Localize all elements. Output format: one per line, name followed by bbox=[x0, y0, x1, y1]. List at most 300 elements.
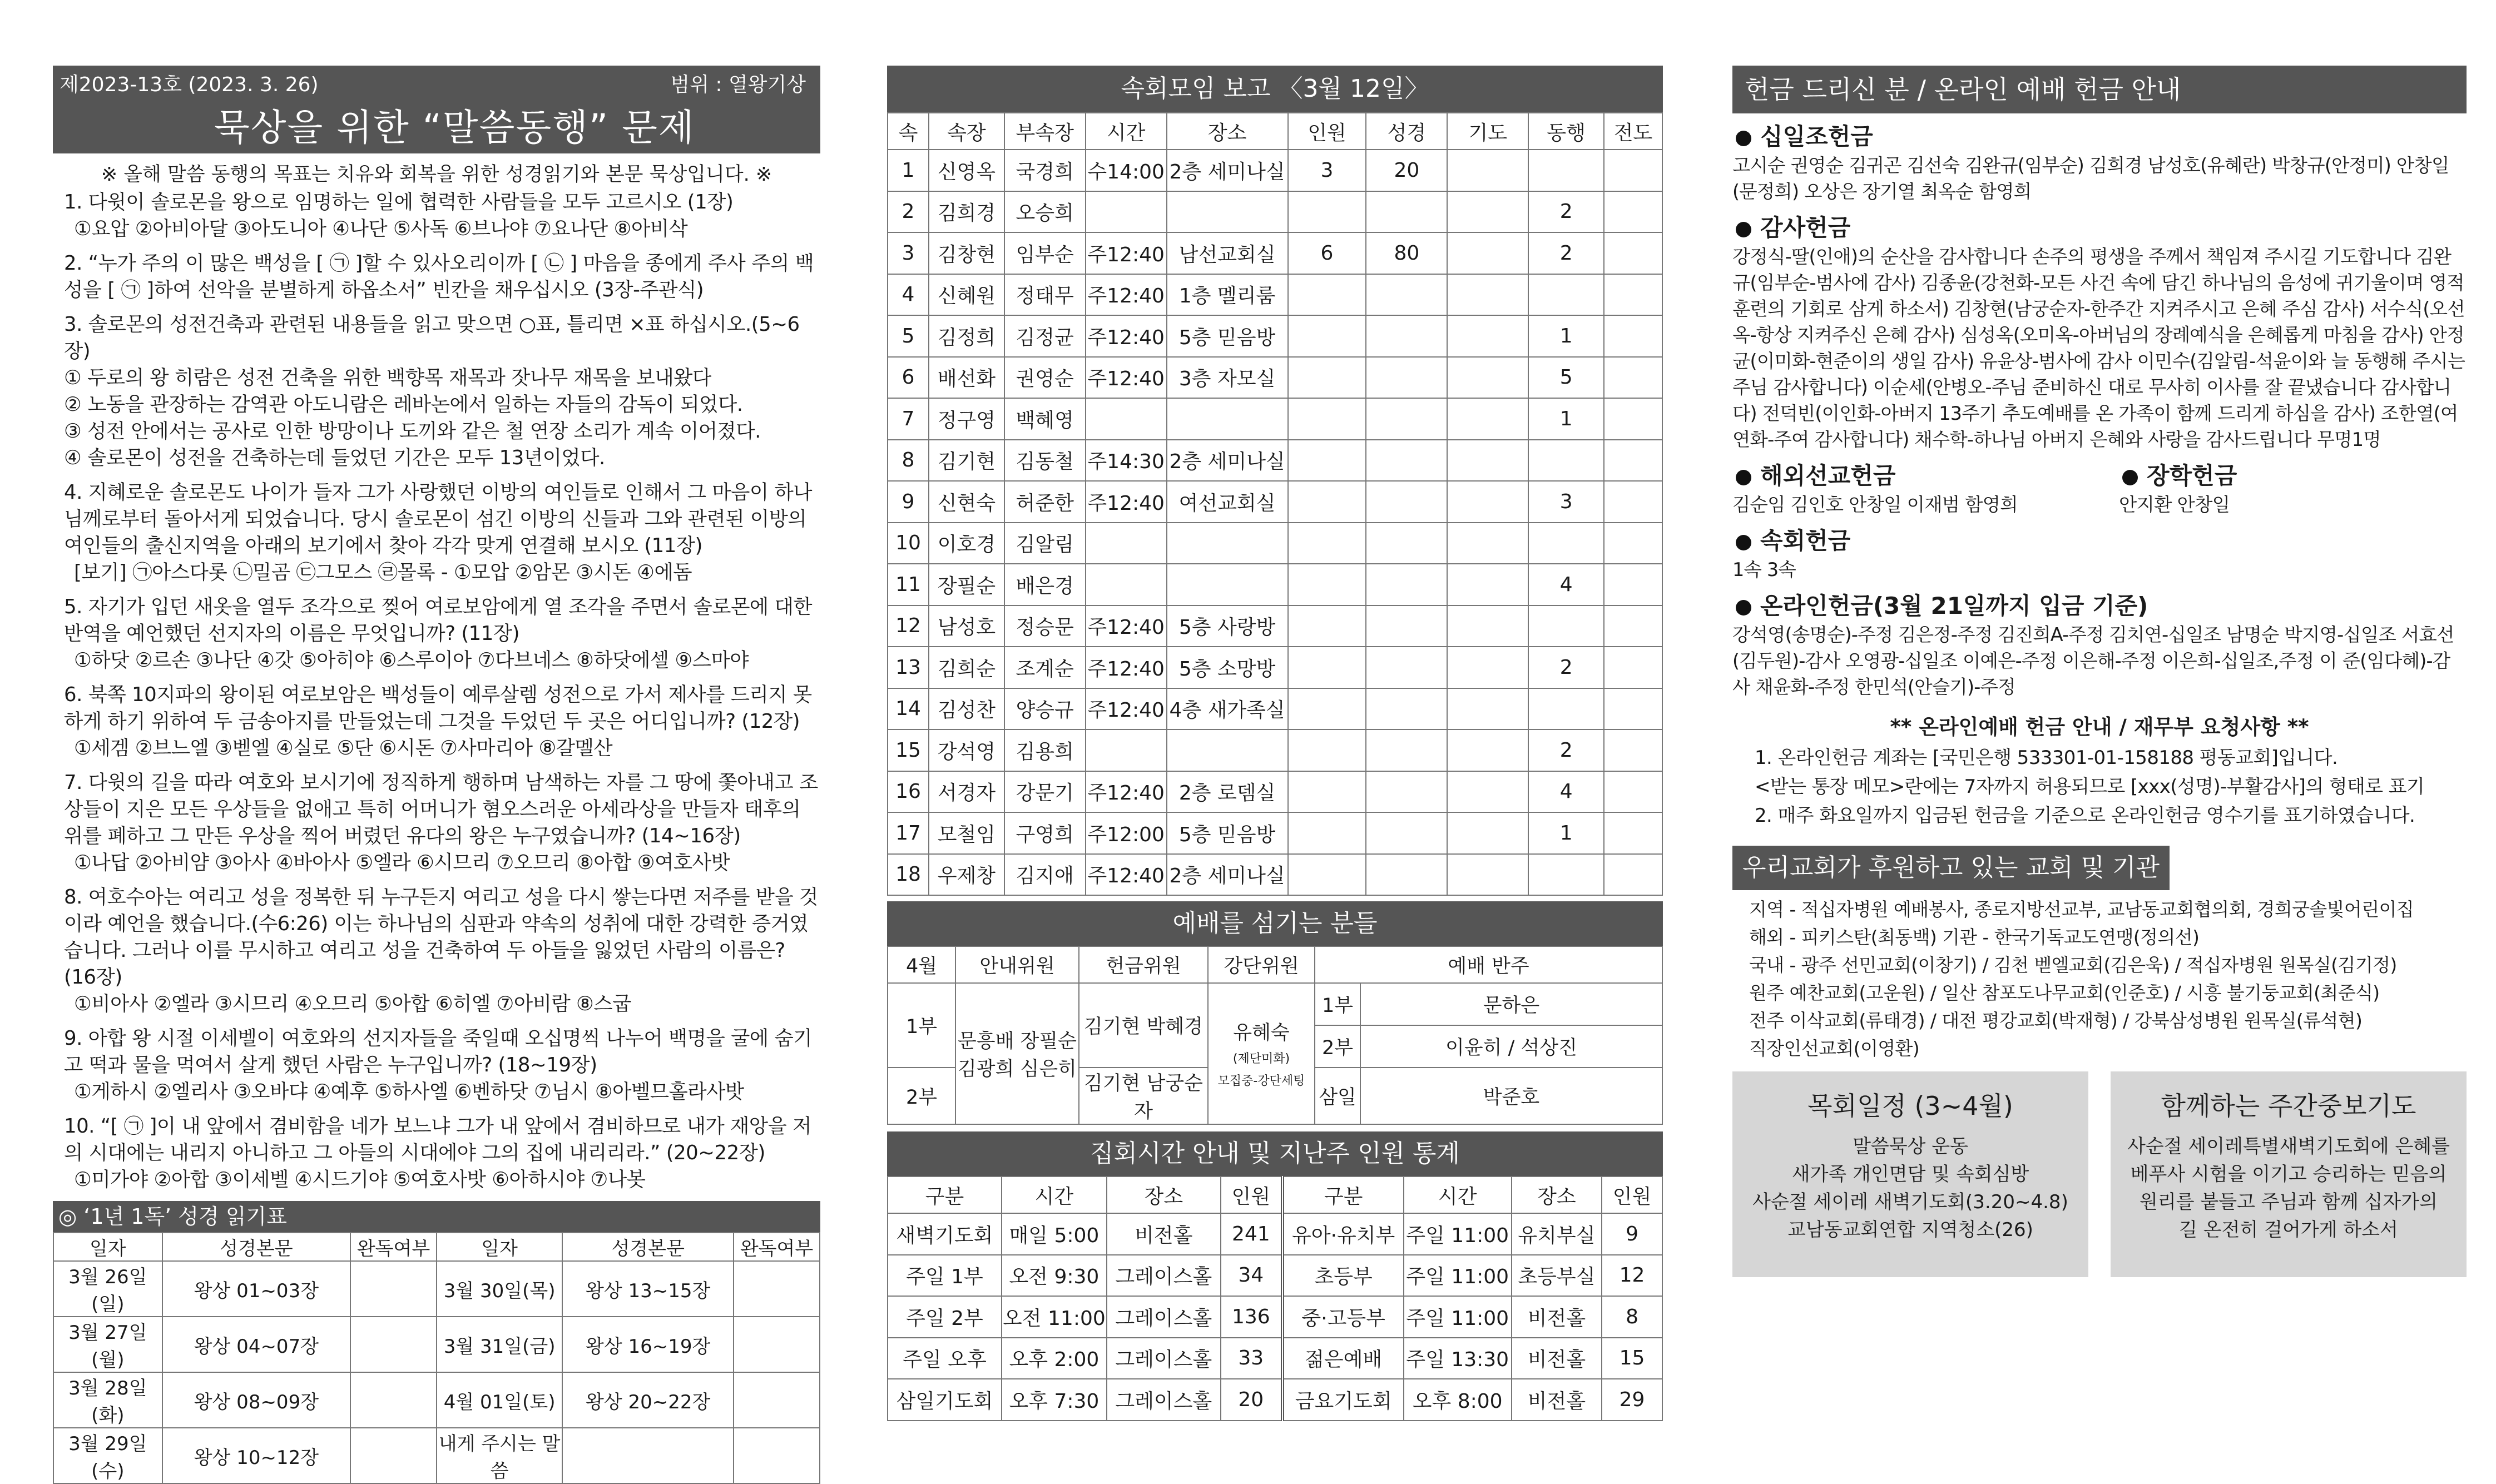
table-row bbox=[888, 1379, 1662, 1421]
question-text: 4. 지혜로운 솔로몬도 나이가 들자 그가 사랑했던 이방의 여인들로 인해서 그 마음이 하나님께로부터 돌아서게 되었습니다. 당시 솔로몬이 섬긴 이방의 신들과 그와 관련된 이방의 여인들의 출신지역을 아래의 보기에서 찾아 각각 맞게 연결해 보시오 (11장) bbox=[64, 481, 813, 557]
online-names: 강석영(송명순)-주정 김은정-주정 김진희A-주정 김치연-십일조 남명순 박지영-십일조 서효선(김두원)-감사 오영광-십일조 이예은-주정 이은해-주정 이은희-십일조,주정 이 준(임다혜)-감사 채윤화-주정 한민석(안슬기)-주정 bbox=[1732, 624, 2454, 698]
table-cell bbox=[1447, 481, 1528, 523]
table-cell bbox=[1086, 523, 1167, 564]
online-notice: 1. 온라인헌금 계좌는 [국민은행 533301-01-158188 평동교회]입니다. <받는 통장 메모>란에는 7자까지 허용되므로 [xxx(성명)-부활감사]의 형태로 표기 2. 매주 화요일까지 입금된 헌금을 기준으로 온라인헌금 영수기를 표기하였습니다. bbox=[1755, 747, 2425, 827]
table-row bbox=[888, 854, 1662, 896]
table-cell bbox=[1086, 729, 1167, 771]
table-cell: 2 bbox=[1528, 647, 1604, 688]
table-cell: 권영순 bbox=[1004, 357, 1086, 399]
table-cell bbox=[1447, 647, 1528, 688]
scholar-heading: 장학헌금 bbox=[2147, 462, 2237, 489]
servers-offering-header: 헌금위원 bbox=[1079, 946, 1208, 983]
servers-usher-1: 문흥배 장필순 김광희 심은히 bbox=[955, 983, 1079, 1124]
offering-column bbox=[1732, 0, 2467, 1277]
table-cell bbox=[1447, 812, 1528, 854]
table-row bbox=[888, 315, 1662, 357]
tithe-heading: 십일조헌금 bbox=[1760, 123, 1873, 150]
table-cell bbox=[1604, 191, 1662, 233]
table-row bbox=[888, 605, 1662, 647]
table-cell bbox=[1528, 605, 1604, 647]
table-cell: 1 bbox=[1528, 398, 1604, 440]
schedule-body: 말씀묵상 운동 새가족 개인면담 및 속회심방 사순절 세이레 새벽기도회(3.20~4.8) 교남동교회연합 지역청소(26) bbox=[1752, 1135, 2068, 1241]
table-cell bbox=[1288, 440, 1366, 482]
table-cell bbox=[1604, 232, 1662, 274]
question-text: 3. 솔로몬의 성전건축과 관련된 내용들을 읽고 맞으면 ○표, 틀리면 ×표 하십시오.(5~6장) ① 두로의 왕 히람은 성전 건축을 위한 백향목 재목과 잣나무 재목을 보내왔다 ② 노동을 관장하는 감역관 아도니람은 레바논에서 일하는 자들의 감독이 되었다. ③ 성전 안에서는 공사로 인한 방망이나 도끼와 같은 철 연장 소리가 계속 이어졌다. ④ 솔로몬이 성전을 건축하는데 들었던 기간은 모두 13년이었다. bbox=[64, 313, 800, 469]
question-options: ①게하시 ②엘리사 ③오바댜 ④예후 ⑤하사엘 ⑥벤하닷 ⑦님시 ⑧아벨므홀라사밧 bbox=[74, 1080, 744, 1103]
quiz-question bbox=[53, 479, 820, 586]
column-header: 성경 bbox=[1366, 113, 1447, 150]
table-cell bbox=[1288, 854, 1366, 896]
table-cell: 김지애 bbox=[1004, 854, 1086, 896]
table-cell: 주12:40 bbox=[1086, 232, 1167, 274]
service-times-table bbox=[887, 1176, 1663, 1421]
bullet-icon bbox=[1736, 470, 1751, 485]
table-cell: 2 bbox=[1528, 729, 1604, 771]
table-cell: 김희순 bbox=[929, 647, 1004, 688]
table-cell: 7 bbox=[888, 398, 929, 440]
table-cell: 5층 믿음방 bbox=[1167, 812, 1288, 854]
table-cell: 12 bbox=[1602, 1255, 1662, 1297]
question-options: [보기] ㉠아스다롯 ㉡밀곰 ㉢그모스 ㉣몰록 - ①모압 ②암몬 ③시돈 ④에돔 bbox=[74, 561, 692, 584]
servers-month: 4월 bbox=[888, 946, 955, 983]
question-text: 9. 아합 왕 시절 이세벨이 여호와의 선지자들을 죽일때 오십명씩 나누어 백명을 굴에 숨기고 떡과 물을 먹여서 살게 했던 사람은 누구입니까? (18~19장) bbox=[64, 1027, 813, 1076]
table-cell bbox=[1366, 647, 1447, 688]
question-options: ①비아사 ②엘라 ③시므리 ④오므리 ⑤아합 ⑥히엘 ⑦아비람 ⑧스굽 bbox=[74, 992, 631, 1015]
table-cell bbox=[1288, 564, 1366, 605]
table-cell bbox=[1447, 605, 1528, 647]
table-cell bbox=[1604, 854, 1662, 896]
column-header: 완독여부 bbox=[350, 1233, 437, 1261]
table-cell: 3월 31일(금) bbox=[437, 1317, 562, 1372]
table-cell bbox=[1167, 564, 1288, 605]
column-header: 구분 bbox=[1282, 1177, 1404, 1213]
table-cell bbox=[1604, 274, 1662, 316]
table-cell: 신영옥 bbox=[929, 150, 1004, 191]
table-row bbox=[53, 1261, 820, 1317]
table-cell: 백혜영 bbox=[1004, 398, 1086, 440]
quiz-header bbox=[53, 66, 820, 153]
table-cell bbox=[1366, 854, 1447, 896]
quiz-question bbox=[53, 682, 820, 762]
question-text: 2. “누가 주의 이 많은 백성을 [ ㉠ ]할 수 있사오리이까 [ ㉡ ] 마음을 종에게 주사 주의 백성을 [ ㉠ ]하여 선악을 분별하게 하옵소서” 빈칸을 채우십시오 (3장-주관식) bbox=[64, 252, 814, 301]
band-2-value: 이윤히 / 석상진 bbox=[1360, 1025, 1662, 1068]
table-cell bbox=[1167, 191, 1288, 233]
table-cell: 주일 오후 bbox=[888, 1338, 1002, 1379]
table-row bbox=[888, 1255, 1662, 1297]
scholar-names: 안지환 안창일 bbox=[2119, 494, 2230, 515]
table-cell bbox=[1288, 771, 1366, 813]
table-cell bbox=[734, 1317, 820, 1372]
table-cell bbox=[1604, 150, 1662, 191]
servers-usher-header: 안내위원 bbox=[955, 946, 1079, 983]
table-cell: 20 bbox=[1221, 1379, 1282, 1421]
table-cell bbox=[1528, 854, 1604, 896]
table-cell: 젊은예배 bbox=[1282, 1338, 1404, 1379]
question-text: 5. 자기가 입던 새옷을 열두 조각으로 찢어 여로보암에게 열 조각을 주면서 솔로몬에 대한 반역을 예언했던 선지자의 이름은 무엇입니까? (11장) bbox=[64, 595, 813, 645]
table-cell bbox=[1528, 523, 1604, 564]
table-cell bbox=[350, 1317, 437, 1372]
table-cell: 비전홀 bbox=[1512, 1379, 1602, 1421]
band-2-key: 2부 bbox=[1315, 1025, 1360, 1068]
table-cell: 강석영 bbox=[929, 729, 1004, 771]
prayer-title: 함께하는 주간중보기도 bbox=[2161, 1091, 2416, 1121]
table-cell bbox=[1447, 191, 1528, 233]
cell-section bbox=[1732, 525, 2467, 583]
servers-table bbox=[887, 946, 1663, 1125]
table-cell bbox=[1604, 398, 1662, 440]
table-cell: 주12:40 bbox=[1086, 481, 1167, 523]
table-cell: 남성호 bbox=[929, 605, 1004, 647]
table-cell: 조계순 bbox=[1004, 647, 1086, 688]
column-header: 부속장 bbox=[1004, 113, 1086, 150]
table-row bbox=[888, 1296, 1662, 1338]
table-row bbox=[888, 771, 1662, 813]
servers-title: 예배를 섬기는 분들 bbox=[887, 901, 1663, 946]
table-cell bbox=[1288, 191, 1366, 233]
table-cell: 우제창 bbox=[929, 854, 1004, 896]
table-cell bbox=[734, 1261, 820, 1317]
table-cell: 9 bbox=[1602, 1213, 1662, 1255]
table-cell bbox=[1447, 564, 1528, 605]
table-cell: 15 bbox=[1602, 1338, 1662, 1379]
servers-row-2: 2부 bbox=[888, 1068, 955, 1124]
quiz-title: 묵상을 위한 “말씀동행” 문제 bbox=[214, 106, 695, 149]
table-cell: 12 bbox=[888, 605, 929, 647]
table-row bbox=[888, 1338, 1662, 1379]
table-cell bbox=[1288, 398, 1366, 440]
table-cell: 3 bbox=[888, 232, 929, 274]
table-cell: 김성찬 bbox=[929, 688, 1004, 730]
quiz-question bbox=[53, 770, 820, 876]
table-cell bbox=[1447, 440, 1528, 482]
table-cell: 3월 27일(월) bbox=[53, 1317, 162, 1372]
table-cell: 18 bbox=[888, 854, 929, 896]
table-cell: 2층 로뎀실 bbox=[1167, 771, 1288, 813]
servers-row-1: 1부 bbox=[888, 983, 955, 1068]
question-text: 7. 다윗의 길을 따라 여호와 보시기에 정직하게 행하며 남색하는 자를 그 땅에 쫓아내고 조상들이 지은 모든 우상들을 없애고 특히 어머니가 혐오스러운 아세라상을 만들자 태후의 위를 폐하고 그 만든 우상을 찍어 버렸던 유다의 왕은 누구였습니까? (14~16장) bbox=[64, 771, 818, 847]
table-row bbox=[888, 357, 1662, 399]
table-row bbox=[53, 1428, 820, 1483]
band-3-key: 삼일 bbox=[1315, 1068, 1360, 1124]
table-cell: 그레이스홀 bbox=[1107, 1296, 1221, 1338]
table-cell: 3월 26일(일) bbox=[53, 1261, 162, 1317]
table-cell: 배선화 bbox=[929, 357, 1004, 399]
online-notice-heading: ** 온라인예배 헌금 안내 / 재무부 요청사항 ** bbox=[1890, 715, 2309, 739]
bullet-icon bbox=[1736, 131, 1751, 146]
column-header: 성경본문 bbox=[562, 1233, 734, 1261]
table-cell bbox=[1447, 729, 1528, 771]
table-cell: 김정균 bbox=[1004, 315, 1086, 357]
table-cell: 초등부실 bbox=[1512, 1255, 1602, 1297]
table-cell: 김용희 bbox=[1004, 729, 1086, 771]
table-cell: 주12:40 bbox=[1086, 688, 1167, 730]
table-cell bbox=[1366, 481, 1447, 523]
band-3-value: 박준호 bbox=[1360, 1068, 1662, 1124]
mission-names: 김순임 김인호 안창일 이재범 함영희 bbox=[1732, 494, 2018, 515]
table-cell: 16 bbox=[888, 771, 929, 813]
table-cell: 29 bbox=[1602, 1379, 1662, 1421]
table-cell bbox=[1288, 647, 1366, 688]
question-text: 8. 여호수아는 여리고 성을 정복한 뒤 누구든지 여리고 성을 다시 쌓는다면 저주를 받을 것이라 예언을 했습니다.(수6:26) 이는 하나님의 심판과 약속의 성취에 대한 강력한 증거였습니다. 그러나 이를 무시하고 여리고 성을 건축하여 두 아들을 잃었던 사람의 이름은? (16장) bbox=[64, 886, 818, 989]
table-cell: 주일 11:00 bbox=[1404, 1296, 1512, 1338]
table-cell bbox=[562, 1428, 734, 1483]
table-cell bbox=[1366, 605, 1447, 647]
issue-number: 제2023-13호 (2023. 3. 26) bbox=[60, 73, 319, 96]
column-header: 동행 bbox=[1528, 113, 1604, 150]
table-cell: 주12:40 bbox=[1086, 647, 1167, 688]
support-title: 우리교회가 후원하고 있는 교회 및 기관 bbox=[1732, 846, 2170, 890]
table-cell bbox=[1528, 150, 1604, 191]
offering-title: 헌금 드리신 분 / 온라인 예배 헌금 안내 bbox=[1732, 66, 2467, 113]
table-cell bbox=[1604, 481, 1662, 523]
table-cell: 3월 28일(화) bbox=[53, 1372, 162, 1428]
table-cell bbox=[1604, 688, 1662, 730]
table-cell bbox=[1604, 357, 1662, 399]
reading-plan-title: ◎ ‘1년 1독’ 성경 읽기표 bbox=[53, 1201, 820, 1232]
table-cell: 5 bbox=[1528, 357, 1604, 399]
table-row bbox=[888, 812, 1662, 854]
table-cell bbox=[734, 1428, 820, 1483]
table-cell: 국경희 bbox=[1004, 150, 1086, 191]
cell-names: 1속 3속 bbox=[1732, 559, 1796, 580]
table-cell bbox=[1447, 688, 1528, 730]
table-cell: 구영희 bbox=[1004, 812, 1086, 854]
table-cell: 주일 2부 bbox=[888, 1296, 1002, 1338]
prayer-box bbox=[2111, 1071, 2467, 1277]
table-row bbox=[888, 191, 1662, 233]
table-cell: 왕상 01~03장 bbox=[162, 1261, 350, 1317]
table-cell: 9 bbox=[888, 481, 929, 523]
table-cell: 13 bbox=[888, 647, 929, 688]
reading-plan-header-row bbox=[53, 1233, 820, 1261]
table-row bbox=[888, 481, 1662, 523]
table-cell: 1 bbox=[1528, 812, 1604, 854]
tithe-names: 고시순 권영순 김귀곤 김선숙 김완규(임부순) 김희경 남성호(유혜란) 박창규(안정미) 안창일(문정희) 오상은 장기열 최옥순 함영희 bbox=[1732, 155, 2449, 202]
table-cell bbox=[1366, 357, 1447, 399]
table-cell: 여선교회실 bbox=[1167, 481, 1288, 523]
table-cell: 6 bbox=[888, 357, 929, 399]
table-cell: 오전 11:00 bbox=[1002, 1296, 1107, 1338]
table-cell: 오전 9:30 bbox=[1002, 1255, 1107, 1297]
table-cell: 주12:40 bbox=[1086, 854, 1167, 896]
table-cell bbox=[1366, 440, 1447, 482]
table-cell: 5 bbox=[888, 315, 929, 357]
column-header: 시간 bbox=[1002, 1177, 1107, 1213]
table-cell bbox=[1288, 357, 1366, 399]
table-cell bbox=[350, 1428, 437, 1483]
table-cell: 1 bbox=[1528, 315, 1604, 357]
table-cell: 왕상 08~09장 bbox=[162, 1372, 350, 1428]
table-cell bbox=[1288, 523, 1366, 564]
quiz-question bbox=[53, 189, 820, 242]
table-cell: 241 bbox=[1221, 1213, 1282, 1255]
table-cell bbox=[1447, 274, 1528, 316]
table-cell bbox=[1604, 564, 1662, 605]
table-cell bbox=[1447, 523, 1528, 564]
quiz-question bbox=[53, 1113, 820, 1193]
table-cell: 5층 사랑방 bbox=[1167, 605, 1288, 647]
table-cell: 중·고등부 bbox=[1282, 1296, 1404, 1338]
table-cell bbox=[1167, 398, 1288, 440]
table-cell: 주14:30 bbox=[1086, 440, 1167, 482]
column-header: 인원 bbox=[1602, 1177, 1662, 1213]
table-cell: 왕상 13~15장 bbox=[562, 1261, 734, 1317]
table-row bbox=[888, 523, 1662, 564]
column-header: 일자 bbox=[437, 1233, 562, 1261]
table-cell: 10 bbox=[888, 523, 929, 564]
table-cell: 김창현 bbox=[929, 232, 1004, 274]
table-cell: 136 bbox=[1221, 1296, 1282, 1338]
table-cell: 수14:00 bbox=[1086, 150, 1167, 191]
thanks-names: 강정식-딸(인애)의 순산을 감사합니다 손주의 평생을 주께서 책임져 주시길 기도합니다 김완규(임부순-범사에 감사) 김종윤(강천화-모든 사건 속에 담긴 하나님의 음성에 귀기울이며 영적훈련의 기회로 삼게 하소서) 김창현(남궁순자-한주간 지켜주시고 은혜 주심 감사) 서수식(오선옥-항상 지켜주신 은혜 감사) 심성옥(오미옥-아버님의 장례예식을 은혜롭게 마침을 감사) 안정균(이미화-현준이의 생일 감사) 유윤상-범사에 감사 이민수(김알림-석윤이와 늘 동행해 주시는 주님 감사합니다) 이순세(안병오-주님 준비하신 대로 무사히 이사를 잘 끝냈습니다 감사합니다) 전덕빈(이인화-아버지 13주기 추도예배를 온 가족이 함께 드리게 하심을 감사) 조한열(여연화-주여 감사합니다) 채수학-하나님 아버지 은혜와 사랑을 감사드립니다 무명1명 bbox=[1732, 246, 2465, 450]
question-options: ①나답 ②아비얌 ③아사 ④바아사 ⑤엘라 ⑥시므리 ⑦오므리 ⑧아합 ⑨여호사밧 bbox=[74, 851, 730, 874]
table-row bbox=[888, 232, 1662, 274]
table-cell: 왕상 10~12장 bbox=[162, 1428, 350, 1483]
cell-heading: 속회헌금 bbox=[1760, 527, 1851, 554]
table-cell: 80 bbox=[1366, 232, 1447, 274]
table-cell bbox=[1366, 812, 1447, 854]
table-cell: 2 bbox=[888, 191, 929, 233]
table-cell: 4 bbox=[1528, 564, 1604, 605]
table-cell: 3 bbox=[1288, 150, 1366, 191]
table-cell bbox=[1366, 274, 1447, 316]
table-cell bbox=[1366, 729, 1447, 771]
table-cell: 왕상 16~19장 bbox=[562, 1317, 734, 1372]
table-cell bbox=[1604, 771, 1662, 813]
table-cell: 8 bbox=[888, 440, 929, 482]
table-cell bbox=[1366, 191, 1447, 233]
online-heading: 온라인헌금(3월 21일까지 입금 기준) bbox=[1760, 592, 2148, 619]
bullet-icon bbox=[2122, 470, 2138, 485]
times-title: 집회시간 안내 및 지난주 인원 통계 bbox=[887, 1131, 1663, 1176]
quiz-question bbox=[53, 594, 820, 674]
meeting-report-table bbox=[887, 112, 1663, 896]
table-row bbox=[888, 274, 1662, 316]
table-cell: 주12:00 bbox=[1086, 812, 1167, 854]
table-cell: 15 bbox=[888, 729, 929, 771]
table-cell: 그레이스홀 bbox=[1107, 1255, 1221, 1297]
table-cell: 주일 11:00 bbox=[1404, 1255, 1512, 1297]
table-cell: 배은경 bbox=[1004, 564, 1086, 605]
column-header: 장소 bbox=[1512, 1177, 1602, 1213]
table-cell: 양승규 bbox=[1004, 688, 1086, 730]
table-cell: 이호경 bbox=[929, 523, 1004, 564]
table-cell: 8 bbox=[1602, 1296, 1662, 1338]
question-options: ①하닷 ②르손 ③나단 ④갓 ⑤아히야 ⑥스루이아 ⑦다브네스 ⑧하닷에셀 ⑨스마야 bbox=[74, 649, 749, 672]
table-cell: 5층 소망방 bbox=[1167, 647, 1288, 688]
table-cell bbox=[1604, 647, 1662, 688]
table-row bbox=[53, 1317, 820, 1372]
table-cell bbox=[1366, 771, 1447, 813]
table-cell: 김희경 bbox=[929, 191, 1004, 233]
table-cell bbox=[1604, 605, 1662, 647]
table-cell: 신혜원 bbox=[929, 274, 1004, 316]
mission-scholar-section bbox=[1732, 460, 2467, 518]
table-cell: 새벽기도회 bbox=[888, 1213, 1002, 1255]
table-cell: 2층 세미나실 bbox=[1167, 150, 1288, 191]
meeting-column bbox=[887, 0, 1663, 1421]
servers-altar-header: 강단위원 bbox=[1208, 946, 1315, 983]
column-header: 시간 bbox=[1404, 1177, 1512, 1213]
table-cell bbox=[1167, 729, 1288, 771]
table-cell: 왕상 04~07장 bbox=[162, 1317, 350, 1372]
table-cell bbox=[1288, 481, 1366, 523]
question-text: 1. 다윗이 솔로몬을 왕으로 임명하는 일에 협력한 사람들을 모두 고르시오 (1장) bbox=[64, 191, 734, 214]
table-cell: 주일 1부 bbox=[888, 1255, 1002, 1297]
column-header: 완독여부 bbox=[734, 1233, 820, 1261]
table-cell bbox=[1288, 688, 1366, 730]
table-cell: 내게 주시는 말씀 bbox=[437, 1428, 562, 1483]
table-cell bbox=[1604, 812, 1662, 854]
table-cell bbox=[1288, 315, 1366, 357]
table-cell: 3 bbox=[1528, 481, 1604, 523]
table-cell bbox=[1604, 729, 1662, 771]
column-header: 기도 bbox=[1447, 113, 1528, 150]
table-row bbox=[888, 1213, 1662, 1255]
reading-plan-table bbox=[53, 1232, 820, 1484]
bullet-icon bbox=[1736, 600, 1751, 616]
table-row bbox=[888, 398, 1662, 440]
support-list: 지역 - 적십자병원 예배봉사, 종로지방선교부, 교남동교회협의회, 경희궁솔빛어린이집 해외 - 피키스탄(최동백) 기관 - 한국기독교도연맹(정의선) 국내 - 광주 선민교회(이창기) / 김천 벧엘교회(김은욱) / 적십자병원 원목실(김기정) 원주 예찬교회(고운원) / 일산 참포도나무교회(인준호) / 시흥 불기둥교회(최준식) 전주 이삭교회(류태경) / 대전 평강교회(박재형) / 강북삼성병원 원목실(류석현) 직장인선교회(이영환) bbox=[1749, 899, 2414, 1059]
column-header: 구분 bbox=[888, 1177, 1002, 1213]
prayer-body: 사순절 세이레특별새벽기도회에 은혜를 베푸사 시험을 이기고 승리하는 믿음의 원리를 붙들고 주님과 함께 십자가의 길 온전히 걸어가게 하소서 bbox=[2127, 1135, 2450, 1241]
table-cell: 금요기도회 bbox=[1282, 1379, 1404, 1421]
table-cell bbox=[1604, 315, 1662, 357]
table-cell: 김동철 bbox=[1004, 440, 1086, 482]
table-cell: 4월 01일(토) bbox=[437, 1372, 562, 1428]
table-row bbox=[888, 564, 1662, 605]
quiz-question bbox=[53, 311, 820, 471]
table-cell bbox=[1366, 398, 1447, 440]
table-cell bbox=[1366, 523, 1447, 564]
table-cell bbox=[1604, 440, 1662, 482]
question-options: ①세겜 ②브느엘 ③벧엘 ④실로 ⑤단 ⑥시돈 ⑦사마리아 ⑧갈멜산 bbox=[74, 737, 613, 760]
schedule-box bbox=[1732, 1071, 2088, 1277]
table-cell: 4 bbox=[1528, 771, 1604, 813]
table-cell: 3월 30일(목) bbox=[437, 1261, 562, 1317]
quiz-question bbox=[53, 1025, 820, 1105]
table-cell: 비전홀 bbox=[1512, 1296, 1602, 1338]
quiz-question bbox=[53, 884, 820, 1018]
table-cell: 서경자 bbox=[929, 771, 1004, 813]
table-cell: 초등부 bbox=[1282, 1255, 1404, 1297]
table-cell bbox=[1528, 274, 1604, 316]
servers-altar: 유혜숙 (제단미화) 모집중-강단세팅 bbox=[1208, 983, 1315, 1124]
schedule-title: 목회일정 (3~4월) bbox=[1807, 1091, 2013, 1121]
table-cell: 2층 세미나실 bbox=[1167, 854, 1288, 896]
table-cell: 4 bbox=[888, 274, 929, 316]
question-text: 6. 북쪽 10지파의 왕이된 여로보암은 백성들이 예루살렘 성전으로 가서 제사를 드리지 못하게 하기 위하여 두 금송아지를 만들었는데 그것을 두었던 두 곳은 어디입니까? (12장) bbox=[64, 683, 812, 733]
table-cell: 1층 멜리룸 bbox=[1167, 274, 1288, 316]
table-cell: 주12:40 bbox=[1086, 315, 1167, 357]
quiz-question bbox=[53, 250, 820, 304]
table-cell bbox=[1447, 854, 1528, 896]
times-header-row bbox=[888, 1177, 1662, 1213]
table-cell bbox=[1447, 357, 1528, 399]
column-header: 성경본문 bbox=[162, 1233, 350, 1261]
table-cell bbox=[1604, 523, 1662, 564]
table-cell: 오후 2:00 bbox=[1002, 1338, 1107, 1379]
table-cell bbox=[1288, 274, 1366, 316]
table-cell: 17 bbox=[888, 812, 929, 854]
thanks-heading: 감사헌금 bbox=[1760, 214, 1851, 241]
table-cell: 4층 새가족실 bbox=[1167, 688, 1288, 730]
column-header: 일자 bbox=[53, 1233, 162, 1261]
table-cell bbox=[1528, 688, 1604, 730]
table-cell: 2 bbox=[1528, 191, 1604, 233]
reading-range: 범위 : 열왕기상 bbox=[670, 73, 806, 96]
table-cell bbox=[1447, 398, 1528, 440]
